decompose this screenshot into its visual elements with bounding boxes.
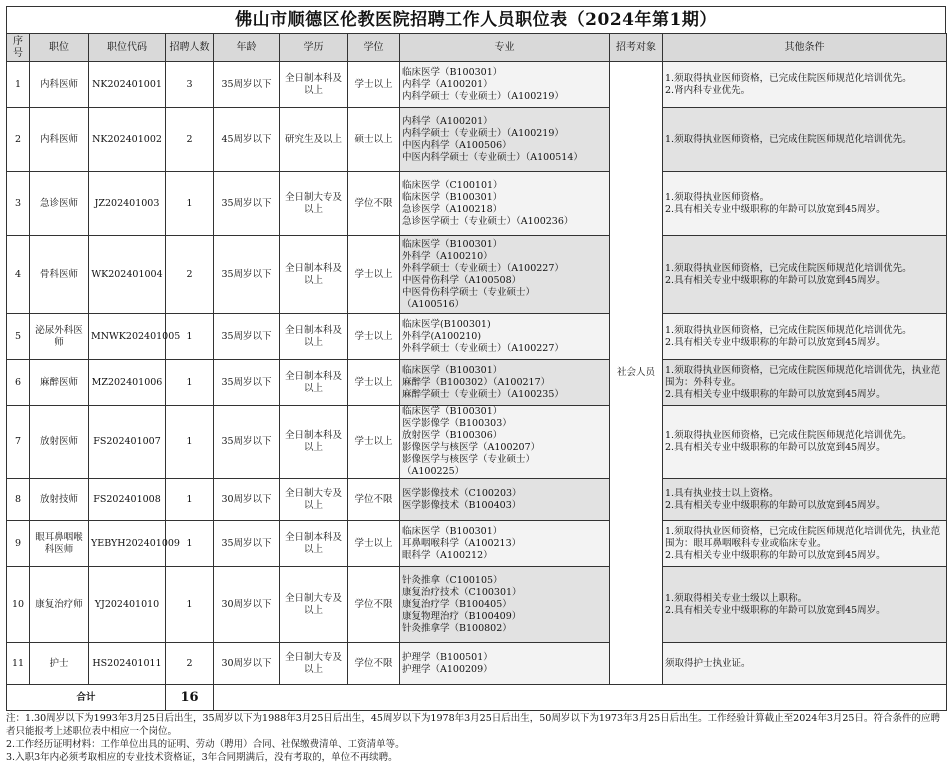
- row-education: 全日制本科及以上: [280, 521, 348, 567]
- row-code: HS202401011: [89, 643, 166, 685]
- footnote-1: 注：1.30周岁以下为1993年3月25日后出生，35周岁以下为1988年3月25日后出生，45周岁以下为1978年3月25日后出生，50周岁以下为1973年3月25日后出生。工作经验计算截止至2024年3月25日。符合条件的应聘者只能报考上述职位表中相应一个岗位。: [6, 713, 940, 737]
- condition-item: 2.具有相关专业中级职称的年龄可以放宽到45周岁。: [665, 336, 886, 348]
- row-degree: 学士以上: [348, 314, 400, 360]
- row-age: 35周岁以下: [214, 521, 280, 567]
- row-post: 骨科医师: [30, 236, 89, 314]
- row-conditions: [663, 406, 947, 479]
- row-no: 4: [7, 236, 30, 314]
- row-no: 3: [7, 172, 30, 236]
- row-count: 1: [166, 172, 214, 236]
- major-item: 影像医学与核医学（A100207）: [402, 442, 541, 453]
- major-item: 麻醉学硕士（专业硕士）（A100235）: [402, 388, 564, 400]
- condition-item: 1.须取得执业医师资格，已完成住院医师规范化培训优先。: [665, 430, 912, 441]
- row-majors: [400, 643, 610, 685]
- row-education: 全日制本科及以上: [280, 406, 348, 479]
- row-post: 麻醉医师: [30, 360, 89, 406]
- row-education: 全日制本科及以上: [280, 236, 348, 314]
- row-age: 45周岁以下: [214, 108, 280, 172]
- row-education: 全日制大专及以上: [280, 479, 348, 521]
- row-code: FS202401007: [89, 406, 166, 479]
- major-item: 中医骨伤科学（A100508）: [402, 274, 522, 286]
- row-education: 全日制本科及以上: [280, 360, 348, 406]
- row-post: 内科医师: [30, 62, 89, 108]
- row-majors: [400, 236, 610, 314]
- condition-item: 2.具有相关专业中级职称的年龄可以放宽到45周岁。: [665, 604, 886, 616]
- row-conditions: [663, 479, 947, 521]
- table-body: [7, 62, 947, 685]
- condition-item: 1.须取得相关专业士级以上职称。: [665, 592, 808, 604]
- table-title: 佛山市顺德区伦教医院招聘工作人员职位表（2024年第1期）: [6, 6, 946, 33]
- major-item: 医学影像技术（B100403）: [402, 499, 522, 511]
- condition-item: 2.具有相关专业中级职称的年龄可以放宽到45周岁。: [665, 499, 886, 511]
- row-degree: 学士以上: [348, 406, 400, 479]
- row-code: YJ202401010: [89, 567, 166, 643]
- condition-item: 1.须取得执业医师资格，已完成住院医师规范化培训优先。: [665, 262, 912, 274]
- table-header-row: [7, 34, 947, 62]
- row-code: MZ202401006: [89, 360, 166, 406]
- row-age: 35周岁以下: [214, 406, 280, 479]
- header-conditions: 其他条件: [663, 34, 947, 62]
- row-count: 2: [166, 643, 214, 685]
- header-count: 招聘人数: [166, 34, 214, 62]
- major-item: 临床医学（B100301）: [402, 364, 503, 376]
- row-code: YEBYH202401009: [89, 521, 166, 567]
- row-count: 1: [166, 406, 214, 479]
- row-no: 11: [7, 643, 30, 685]
- row-age: 30周岁以下: [214, 479, 280, 521]
- row-degree: 学士以上: [348, 236, 400, 314]
- row-degree: 学士以上: [348, 521, 400, 567]
- row-education: 全日制本科及以上: [280, 314, 348, 360]
- major-item: 影像医学与核医学（专业硕士）: [402, 454, 536, 465]
- row-majors: [400, 360, 610, 406]
- major-item: 护理学（A100209）: [402, 663, 493, 675]
- header-education: 学历: [280, 34, 348, 62]
- header-degree: 学位: [348, 34, 400, 62]
- row-post: 护士: [30, 643, 89, 685]
- major-item: 临床医学（B100301）: [402, 66, 503, 78]
- row-count: 2: [166, 236, 214, 314]
- table-row: [7, 360, 947, 406]
- table-row: [7, 172, 947, 236]
- header-no: 序号: [7, 34, 30, 62]
- major-item: 中医内科学硕士（专业硕士）（A100514）: [402, 151, 583, 163]
- row-conditions: [663, 521, 947, 567]
- major-item: （A100516）: [402, 298, 465, 310]
- row-conditions: [663, 314, 947, 360]
- row-majors: [400, 172, 610, 236]
- row-no: 1: [7, 62, 30, 108]
- row-degree: 学士以上: [348, 62, 400, 108]
- table-row: [7, 62, 947, 108]
- major-item: 外科学（A100210）: [402, 250, 493, 262]
- row-post: 眼耳鼻咽喉科医师: [30, 521, 89, 567]
- header-age: 年龄: [214, 34, 280, 62]
- row-no: 2: [7, 108, 30, 172]
- row-education: 全日制本科及以上: [280, 62, 348, 108]
- major-item: 针灸推拿学（B100802）: [402, 622, 512, 634]
- row-conditions: [663, 172, 947, 236]
- row-age: 35周岁以下: [214, 314, 280, 360]
- table-row: [7, 406, 947, 479]
- condition-item: 1.须取得执业医师资格，已完成住院医师规范化培训优先，执业范围为：外科专业。: [665, 364, 941, 388]
- row-no: 9: [7, 521, 30, 567]
- condition-item: 1.具有执业技士以上资格。: [665, 487, 779, 499]
- table-row: [7, 236, 947, 314]
- total-label: 合计: [7, 685, 166, 711]
- row-degree: 硕士以上: [348, 108, 400, 172]
- row-post: 康复治疗师: [30, 567, 89, 643]
- row-majors: [400, 406, 610, 479]
- row-conditions: [663, 236, 947, 314]
- condition-item: 1.须取得执业医师资格，已完成住院医师规范化培训优先。: [665, 133, 912, 145]
- row-conditions: [663, 567, 947, 643]
- row-conditions: [663, 62, 947, 108]
- position-table-sheet: [6, 6, 946, 711]
- row-majors: [400, 479, 610, 521]
- major-item: （A100225）: [402, 466, 465, 477]
- row-majors: [400, 62, 610, 108]
- position-table: [6, 33, 947, 711]
- major-item: 医学影像技术（C100203）: [402, 487, 522, 499]
- row-majors: [400, 108, 610, 172]
- major-item: 麻醉学（B100302）（A100217）: [402, 376, 551, 388]
- row-conditions: [663, 643, 947, 685]
- major-item: 眼科学（A100212）: [402, 549, 493, 561]
- row-degree: 学位不限: [348, 172, 400, 236]
- major-item: 临床医学（B100301）: [402, 191, 503, 203]
- row-majors: [400, 567, 610, 643]
- row-age: 30周岁以下: [214, 567, 280, 643]
- footnote-2: 2.工作经历证明材料：工作单位出具的证明、劳动（聘用）合同、社保缴费清单、工资清单等。: [6, 739, 405, 750]
- condition-item: 2.肾内科专业优先。: [665, 84, 751, 96]
- row-majors: [400, 314, 610, 360]
- header-major: 专业: [400, 34, 610, 62]
- footnotes: [6, 712, 946, 764]
- row-degree: 学士以上: [348, 360, 400, 406]
- major-item: 放射医学（B100306）: [402, 430, 503, 441]
- row-count: 1: [166, 521, 214, 567]
- row-count: 1: [166, 314, 214, 360]
- major-item: 临床医学（B100301）: [402, 406, 503, 417]
- row-age: 35周岁以下: [214, 172, 280, 236]
- major-item: 中医骨伤科学硕士（专业硕士）: [402, 286, 536, 298]
- row-count: 1: [166, 479, 214, 521]
- major-item: 临床医学(B100301): [402, 318, 491, 330]
- condition-item: 1.须取得执业医师资格，已完成住院医师规范化培训优先。: [665, 324, 912, 336]
- row-age: 35周岁以下: [214, 62, 280, 108]
- major-item: 内科学（A100201）: [402, 78, 493, 90]
- row-post: 放射技师: [30, 479, 89, 521]
- row-count: 3: [166, 62, 214, 108]
- row-age: 35周岁以下: [214, 360, 280, 406]
- row-no: 6: [7, 360, 30, 406]
- major-item: 康复治疗学（B100405）: [402, 598, 512, 610]
- row-majors: [400, 521, 610, 567]
- major-item: 耳鼻咽喉科学（A100213）: [402, 537, 522, 549]
- condition-item: 1.须取得执业医师资格，已完成住院医师规范化培训优先。: [665, 72, 912, 84]
- major-item: 临床医学（B100301）: [402, 525, 503, 537]
- table-row: [7, 521, 947, 567]
- row-code: NK202401001: [89, 62, 166, 108]
- row-code: WK202401004: [89, 236, 166, 314]
- row-post: 放射医师: [30, 406, 89, 479]
- row-count: 1: [166, 360, 214, 406]
- total-blank: [214, 685, 947, 711]
- major-item: 康复物理治疗（B100409）: [402, 610, 522, 622]
- major-item: 针灸推拿（C100105）: [402, 574, 503, 586]
- major-item: 急诊医学硕士（专业硕士）（A100236）: [402, 215, 574, 227]
- row-no: 5: [7, 314, 30, 360]
- row-code: MNWK202401005: [89, 314, 166, 360]
- header-post: 职位: [30, 34, 89, 62]
- row-degree: 学位不限: [348, 643, 400, 685]
- major-item: 医学影像学（B100303）: [402, 418, 512, 429]
- table-row: [7, 567, 947, 643]
- row-target: 社会人员: [610, 62, 663, 685]
- major-item: 急诊医学（A100218）: [402, 203, 503, 215]
- row-degree: 学位不限: [348, 567, 400, 643]
- row-code: JZ202401003: [89, 172, 166, 236]
- major-item: 外科学硕士（专业硕士）（A100227）: [402, 262, 564, 274]
- major-item: 外科学(A100210): [402, 330, 482, 342]
- condition-item: 2.具有相关专业中级职称的年龄可以放宽到45周岁。: [665, 549, 886, 561]
- row-education: 全日制大专及以上: [280, 643, 348, 685]
- header-code: 职位代码: [89, 34, 166, 62]
- row-code: NK202401002: [89, 108, 166, 172]
- condition-item: 1.须取得执业医师资格。: [665, 191, 770, 203]
- row-age: 30周岁以下: [214, 643, 280, 685]
- table-row: [7, 479, 947, 521]
- condition-item: 2.具有相关专业中级职称的年龄可以放宽到45周岁。: [665, 442, 886, 453]
- major-item: 护理学（B100501）: [402, 651, 493, 663]
- row-education: 全日制大专及以上: [280, 172, 348, 236]
- row-conditions: [663, 108, 947, 172]
- total-row: [7, 685, 947, 711]
- table-row: [7, 314, 947, 360]
- condition-item: 2.具有相关专业中级职称的年龄可以放宽到45周岁。: [665, 388, 886, 400]
- condition-item: 2.具有相关专业中级职称的年龄可以放宽到45周岁。: [665, 274, 886, 286]
- major-item: 康复治疗技术（C100301）: [402, 586, 522, 598]
- row-degree: 学位不限: [348, 479, 400, 521]
- major-item: 临床医学（B100301）: [402, 238, 503, 250]
- row-no: 8: [7, 479, 30, 521]
- table-row: [7, 643, 947, 685]
- row-education: 研究生及以上: [280, 108, 348, 172]
- row-code: FS202401008: [89, 479, 166, 521]
- major-item: 内科学硕士（专业硕士）（A100219）: [402, 127, 564, 139]
- condition-item: 1.须取得执业医师资格，已完成住院医师规范化培训优先，执业范围为：眼耳鼻咽喉科专业或临床专业。: [665, 525, 941, 549]
- major-item: 内科学（A100201）: [402, 115, 493, 127]
- header-target: 招考对象: [610, 34, 663, 62]
- major-item: 外科学硕士（专业硕士）（A100227）: [402, 342, 564, 354]
- row-conditions: [663, 360, 947, 406]
- row-count: 1: [166, 567, 214, 643]
- major-item: 中医内科学（A100506）: [402, 139, 512, 151]
- row-age: 35周岁以下: [214, 236, 280, 314]
- row-post: 内科医师: [30, 108, 89, 172]
- footnote-3: 3.入职3年内必须考取相应的专业技术资格证，3年合同期满后，没有考取的，单位不再续聘。: [6, 752, 398, 763]
- condition-item: 须取得护士执业证。: [665, 657, 751, 669]
- major-item: 内科学硕士（专业硕士）（A100219）: [402, 90, 564, 102]
- table-row: [7, 108, 947, 172]
- row-post: 急诊医师: [30, 172, 89, 236]
- row-no: 10: [7, 567, 30, 643]
- major-item: 临床医学（C100101）: [402, 179, 503, 191]
- condition-item: 2.具有相关专业中级职称的年龄可以放宽到45周岁。: [665, 203, 886, 215]
- row-count: 2: [166, 108, 214, 172]
- row-no: 7: [7, 406, 30, 479]
- total-count: 16: [166, 685, 214, 711]
- row-education: 全日制大专及以上: [280, 567, 348, 643]
- row-post: 泌尿外科医师: [30, 314, 89, 360]
